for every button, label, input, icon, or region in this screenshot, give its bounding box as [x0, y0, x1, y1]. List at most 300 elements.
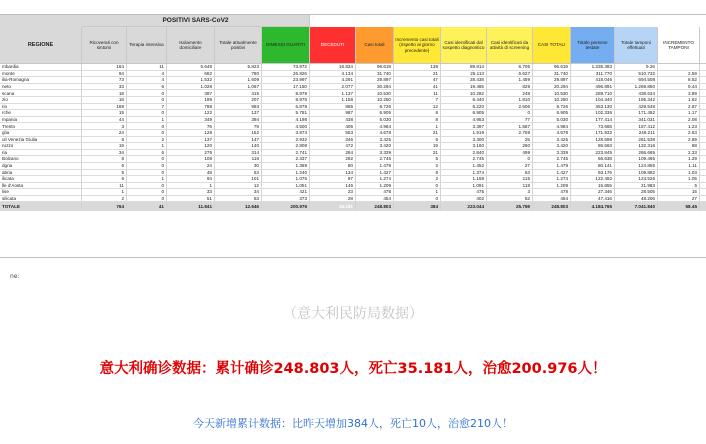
table-cell: 6 — [127, 150, 167, 157]
table-cell: 1.067 — [215, 84, 262, 91]
table-cell: 6 — [127, 84, 167, 91]
table-cell: 8 — [82, 156, 127, 163]
table-cell: 0 — [127, 123, 167, 130]
table-cell: 260 — [487, 143, 533, 150]
table-cell: 76 — [167, 123, 215, 130]
total-cell: 223.044 — [441, 202, 487, 211]
table-cell: 4.500 — [262, 123, 310, 130]
table-cell: 397 — [167, 90, 215, 97]
table-cell: 122.492 — [571, 176, 615, 183]
table-cell: 1.29 — [658, 156, 700, 163]
region-name-cell: abria — [0, 170, 82, 177]
table-cell: 53 — [487, 170, 533, 177]
table-cell: 510.732 — [615, 71, 658, 78]
table-cell: 96.619 — [533, 64, 571, 71]
table-cell: 94 — [167, 176, 215, 183]
table-footnote: ne: — [10, 273, 20, 280]
table-cell: 53 — [215, 170, 262, 177]
table-cell: 79 — [215, 123, 262, 130]
table-cell: 5.030 — [356, 117, 394, 124]
table-cell: 694.508 — [615, 77, 658, 84]
table-cell — [700, 183, 706, 190]
region-name-cell: rio — [0, 104, 82, 111]
table-cell: 1.137 — [310, 90, 356, 97]
table-cell: 12 — [215, 183, 262, 190]
table-cell: 1.03 — [658, 170, 700, 177]
table-cell: 421 — [262, 189, 310, 196]
table-cell: 80.141 — [571, 163, 615, 170]
table-cell: 472 — [310, 143, 356, 150]
table-cell: 1.479 — [533, 163, 571, 170]
table-cell: 1.532 — [167, 77, 215, 84]
table-cell: 6 — [394, 110, 441, 117]
table-cell: 682 — [167, 71, 215, 78]
table-cell: 2.077 — [310, 84, 356, 91]
table-cell: 2 — [394, 163, 441, 170]
table-cell: 25 — [487, 137, 533, 144]
table-cell: 0 — [127, 183, 167, 190]
table-cell: 41 — [394, 84, 441, 91]
table-cell: 276 — [167, 150, 215, 157]
table-cell: 496.891 — [571, 84, 615, 91]
table-cell: 475 — [441, 189, 487, 196]
table-cell: 11 — [394, 90, 441, 97]
table-cell: 223.845 — [571, 150, 615, 157]
table-cell: 1.427 — [356, 170, 394, 177]
table-cell: 109.465 — [615, 156, 658, 163]
table-cell: 164 — [82, 64, 127, 71]
table-cell: 1.158 — [310, 97, 356, 104]
table-cell: 11 — [127, 64, 167, 71]
table-cell: 12 — [394, 104, 441, 111]
table-cell: 0 — [127, 90, 167, 97]
table-cell: 1.076 — [262, 176, 310, 183]
table-cell: 88 — [658, 143, 700, 150]
region-name-cell: lle d'Aosta — [0, 183, 82, 190]
table-cell: 147 — [215, 137, 262, 144]
table-cell: 553 — [310, 130, 356, 137]
region-name-cell: ilicata — [0, 176, 82, 183]
table-cell: 102.336 — [571, 110, 615, 117]
region-name-cell: mpania — [0, 117, 82, 124]
table-cell: 983 — [215, 104, 262, 111]
table-cell: 28.505 — [615, 189, 658, 196]
table-cell: 10.530 — [533, 90, 571, 97]
table-cell: 6.878 — [262, 104, 310, 111]
table-cell: 8 — [394, 117, 441, 124]
table-cell: 44 — [82, 117, 127, 124]
table-cell: 4.198 — [262, 117, 310, 124]
table-cell: 5.823 — [215, 64, 262, 71]
table-cell: 19 — [82, 143, 127, 150]
total-cell: 7.041.840 — [615, 202, 658, 211]
table-cell: 31.740 — [533, 71, 571, 78]
table-cell: 1 — [167, 183, 215, 190]
region-name-cell: neto — [0, 84, 82, 91]
table-cell: 284 — [310, 150, 356, 157]
table-cell: 137 — [215, 110, 262, 117]
table-cell: 16.824 — [310, 64, 356, 71]
table-cell — [700, 150, 706, 157]
table-cell: 1.05 — [658, 176, 700, 183]
table-cell — [700, 176, 706, 183]
table-cell: 405 — [310, 123, 356, 130]
table-grid — [0, 15, 706, 211]
table-cell: 6.627 — [487, 71, 533, 78]
region-name-cell: ria — [0, 150, 82, 157]
table-cell — [700, 189, 706, 196]
table-cell: 27 — [658, 196, 700, 203]
table-cell: 248 — [487, 90, 533, 97]
table-cell — [700, 90, 706, 97]
table-cell: 30.294 — [356, 84, 394, 91]
table-cell: 6 — [82, 176, 127, 183]
table-cell: 1.028 — [167, 84, 215, 91]
table-cell: 1.209 — [356, 183, 394, 190]
table-cell: 1 — [82, 189, 127, 196]
table-cell: 96.619 — [356, 64, 394, 71]
header-corner — [0, 15, 82, 27]
table-cell: 402 — [441, 196, 487, 203]
total-cell: 35.181 — [310, 202, 356, 211]
table-cell — [700, 123, 706, 130]
table-cell: 1.240 — [262, 170, 310, 177]
table-cell: 157.412 — [615, 123, 658, 130]
table-cell: 15.855 — [571, 183, 615, 190]
table-cell: 19 — [394, 143, 441, 150]
column-header: DECEDUTI — [310, 27, 356, 64]
column-header: Totale persone testate — [571, 27, 615, 64]
table-cell: 478 — [356, 189, 394, 196]
table-cell: 4.134 — [310, 71, 356, 78]
table-cell: 56.638 — [571, 156, 615, 163]
table-cell: 1.274 — [533, 176, 571, 183]
table-cell: 137 — [167, 137, 215, 144]
table-cell: 5.030 — [533, 117, 571, 124]
table-cell: 177.414 — [571, 117, 615, 124]
header-spacer — [356, 15, 394, 27]
header-spacer — [658, 15, 700, 27]
total-cell: 4.184.765 — [571, 202, 615, 211]
table-cell — [700, 163, 706, 170]
table-cell: 249.211 — [615, 130, 658, 137]
table-cell: 0 — [127, 163, 167, 170]
table-cell: 0 — [127, 170, 167, 177]
table-cell: 171.452 — [615, 110, 658, 117]
table-cell: 15 — [82, 110, 127, 117]
table-cell: 15 — [658, 189, 700, 196]
table-cell: 132.316 — [615, 143, 658, 150]
total-cell — [700, 202, 706, 211]
table-cell: 4 — [127, 77, 167, 84]
table-cell: 0 — [487, 156, 533, 163]
table-cell: 454 — [356, 196, 394, 203]
table-cell: 6.905 — [441, 110, 487, 117]
table-cell: 115 — [487, 176, 533, 183]
table-cell: 52 — [487, 196, 533, 203]
column-header: Terapia intensiva — [127, 27, 167, 64]
table-cell: 1 — [127, 143, 167, 150]
table-cell: 188 — [82, 104, 127, 111]
table-cell: 373 — [262, 196, 310, 203]
table-cell: 1 — [394, 189, 441, 196]
header-spacer — [394, 15, 441, 27]
table-cell: 2.08 — [658, 117, 700, 124]
table-cell: 10.250 — [356, 97, 394, 104]
table-cell: 6.705 — [487, 64, 533, 71]
table-cell: 23 — [310, 189, 356, 196]
table-cell: 21 — [394, 130, 441, 137]
table-cell: 2.59 — [658, 71, 700, 78]
table-cell: 2.932 — [262, 137, 310, 144]
table-cell: 108 — [167, 156, 215, 163]
table-cell: 1.091 — [441, 183, 487, 190]
table-cell: 29.897 — [533, 77, 571, 84]
table-cell: 0 — [127, 189, 167, 196]
table-cell: 2.745 — [356, 156, 394, 163]
table-cell: 18 — [82, 90, 127, 97]
table-cell: 394 — [215, 117, 262, 124]
total-cell: 764 — [82, 202, 127, 211]
total-cell: 248.803 — [533, 202, 571, 211]
column-header: Casi totali — [356, 27, 394, 64]
table-cell: 25.113 — [441, 71, 487, 78]
table-cell: 51 — [167, 196, 215, 203]
table-cell — [700, 64, 706, 71]
region-name-cell: Bolzano — [0, 156, 82, 163]
region-name-cell: monte — [0, 71, 82, 78]
table-cell: 3.339 — [356, 150, 394, 157]
column-header: INCREMENTO TAMPONI — [658, 27, 700, 64]
table-cell: 207 — [215, 97, 262, 104]
table-cell: 146 — [310, 183, 356, 190]
table-cell: 865 — [310, 104, 356, 111]
table-cell: 7 — [127, 104, 167, 111]
header-spacer — [615, 15, 658, 27]
table-cell — [700, 137, 706, 144]
table-cell: 5 — [658, 183, 700, 190]
table-cell — [700, 110, 706, 117]
table-cell: 122 — [167, 110, 215, 117]
table-cell: 1.369 — [262, 163, 310, 170]
table-cell: 2.63 — [658, 130, 700, 137]
total-cell: 248.803 — [356, 202, 394, 211]
region-name-cell: ilia-Romagna — [0, 77, 82, 84]
table-cell: 8.726 — [533, 104, 571, 111]
table-cell: 1.587 — [487, 123, 533, 130]
table-cell: 261.538 — [615, 137, 658, 144]
table-cell: 1.269.850 — [615, 84, 658, 91]
table-cell: 1.159 — [441, 176, 487, 183]
table-cell: 1.23 — [658, 123, 700, 130]
table-cell: 829 — [487, 84, 533, 91]
table-cell: 1.374 — [441, 170, 487, 177]
table-cell: 1 — [394, 123, 441, 130]
table-cell: 109.882 — [615, 170, 658, 177]
table-cell: 2 — [394, 176, 441, 183]
table-cell: 6 — [394, 137, 441, 144]
table-cell: 499 — [487, 150, 533, 157]
table-cell: 3.973 — [262, 130, 310, 137]
table-cell: 104.340 — [571, 97, 615, 104]
region-name-cell: glia — [0, 130, 82, 137]
table-cell: 8 — [394, 170, 441, 177]
table-cell: 0 — [394, 196, 441, 203]
table-cell: 189 — [167, 97, 215, 104]
table-cell: 6.905 — [356, 110, 394, 117]
table-cell: 124.526 — [615, 176, 658, 183]
header-spacer — [487, 15, 533, 27]
region-name-cell: uli Venezia Giulia — [0, 137, 82, 144]
table-cell: 8.726 — [356, 104, 394, 111]
table-cell: 27 — [487, 163, 533, 170]
table-cell: 4.291 — [310, 77, 356, 84]
table-cell: 3.425 — [533, 137, 571, 144]
table-cell: 0 — [127, 130, 167, 137]
table-cell: 353.130 — [571, 104, 615, 111]
table-cell: 0 — [487, 110, 533, 117]
table-cell: 97 — [310, 176, 356, 183]
table-cell: 2.741 — [262, 150, 310, 157]
table-cell: 289.710 — [571, 90, 615, 97]
table-cell: 18 — [82, 97, 127, 104]
table-cell: 89.814 — [441, 64, 487, 71]
table-cell: 788 — [167, 104, 215, 111]
table-cell: 9.44 — [658, 84, 700, 91]
table-cell: 8.52 — [658, 77, 700, 84]
table-cell: 438.634 — [615, 90, 658, 97]
table-cell: 8 — [82, 137, 127, 144]
table-cell: 0 — [127, 110, 167, 117]
table-cell: 128 — [167, 130, 215, 137]
table-cell: 116 — [215, 156, 262, 163]
table-cell: 26.826 — [262, 71, 310, 78]
table-cell — [700, 71, 706, 78]
table-cell: 1.62 — [658, 97, 700, 104]
table-cell: 341.031 — [615, 117, 658, 124]
column-header: Casi identificati dal sospetto diagnostico — [441, 27, 487, 64]
table-cell: 31.740 — [356, 71, 394, 78]
region-name-cell: zio — [0, 97, 82, 104]
table-cell: 3.160 — [441, 143, 487, 150]
table-cell: 3.420 — [356, 143, 394, 150]
table-cell: 987 — [310, 110, 356, 117]
table-cell: 29.897 — [356, 77, 394, 84]
table-cell — [700, 104, 706, 111]
table-cell: 4.678 — [356, 130, 394, 137]
region-name-cell: Trento — [0, 123, 82, 130]
table-cell: 0 — [127, 196, 167, 203]
table-cell: 286.665 — [615, 150, 658, 157]
table-cell: 6.220 — [441, 104, 487, 111]
table-cell: 1.452 — [441, 163, 487, 170]
total-cell: 384 — [394, 202, 441, 211]
region-name-cell: lise — [0, 189, 82, 196]
table-cell: 478 — [533, 189, 571, 196]
header-spacer — [533, 15, 571, 27]
header-spacer — [700, 15, 706, 27]
table-cell: 349 — [167, 117, 215, 124]
table-cell: 93.176 — [571, 170, 615, 177]
table-cell — [700, 84, 706, 91]
table-cell: 53 — [215, 196, 262, 203]
column-header: Isolamento domiciliare — [167, 27, 215, 64]
table-cell: 2.840 — [441, 150, 487, 157]
table-cell: 1.335.383 — [571, 64, 615, 71]
table-cell: 73 — [82, 77, 127, 84]
table-cell: 1.11 — [658, 163, 700, 170]
table-cell: 140 — [215, 143, 262, 150]
table-cell — [700, 196, 706, 203]
table-cell: 8.978 — [262, 90, 310, 97]
total-cell: 11.841 — [167, 202, 215, 211]
total-cell: 41 — [127, 202, 167, 211]
column-header: Ricoverati con sintomi — [82, 27, 127, 64]
table-cell: 2 — [127, 137, 167, 144]
header-spacer — [441, 15, 487, 27]
table-cell: 30 — [215, 163, 262, 170]
table-cell: 48 — [167, 170, 215, 177]
table-cell: 4.953 — [441, 117, 487, 124]
table-cell: 7 — [394, 97, 441, 104]
table-cell: 1.051 — [262, 183, 310, 190]
column-header: Incremento casi totali (rispetto al giorno precedente) — [394, 27, 441, 64]
table-cell: 24 — [167, 163, 215, 170]
table-cell: 134 — [310, 170, 356, 177]
total-cell: 58.45 — [658, 202, 700, 211]
table-cell: 311.770 — [571, 71, 615, 78]
table-cell: 1.810 — [487, 97, 533, 104]
table-cell: 73.972 — [262, 64, 310, 71]
table-cell — [700, 117, 706, 124]
table-cell: 21 — [394, 150, 441, 157]
table-cell: 415 — [215, 90, 262, 97]
table-cell — [700, 97, 706, 104]
table-cell: 2.759 — [487, 130, 533, 137]
table-cell — [700, 130, 706, 137]
table-cell: 6 — [82, 163, 127, 170]
table-cell: 33 — [82, 84, 127, 91]
table-cell: 10.250 — [533, 97, 571, 104]
table-cell: 8.975 — [262, 97, 310, 104]
table-cell: 3 — [487, 189, 533, 196]
table-cell: 2.337 — [262, 156, 310, 163]
total-cell: 25.759 — [487, 202, 533, 211]
table-cell: 27.346 — [571, 189, 615, 196]
column-header: Totale attualmente positivi — [215, 27, 262, 64]
region-name-cell: mbardia — [0, 64, 82, 71]
table-cell: 77 — [487, 117, 533, 124]
table-cell: 3 — [82, 123, 127, 130]
table-cell: 1.609 — [215, 77, 262, 84]
table-cell: 47.416 — [571, 196, 615, 203]
table-cell: 5.648 — [167, 64, 215, 71]
table-cell: 438 — [310, 117, 356, 124]
table-cell: 780 — [215, 71, 262, 78]
table-cell: 138 — [394, 64, 441, 71]
header-spacer — [310, 15, 356, 27]
table-cell: 80 — [310, 163, 356, 170]
table-cell: 118 — [487, 183, 533, 190]
table-cell: 3.89 — [658, 90, 700, 97]
table-cell: 19.465 — [441, 84, 487, 91]
column-header: Casi identificati da attività di screening — [487, 27, 533, 64]
column-header — [700, 27, 706, 64]
group-title: POSITIVI SARS-CoV2 — [82, 15, 310, 27]
region-name-cell: rche — [0, 110, 82, 117]
region-name-cell: scana — [0, 90, 82, 97]
table-cell: 21 — [394, 71, 441, 78]
